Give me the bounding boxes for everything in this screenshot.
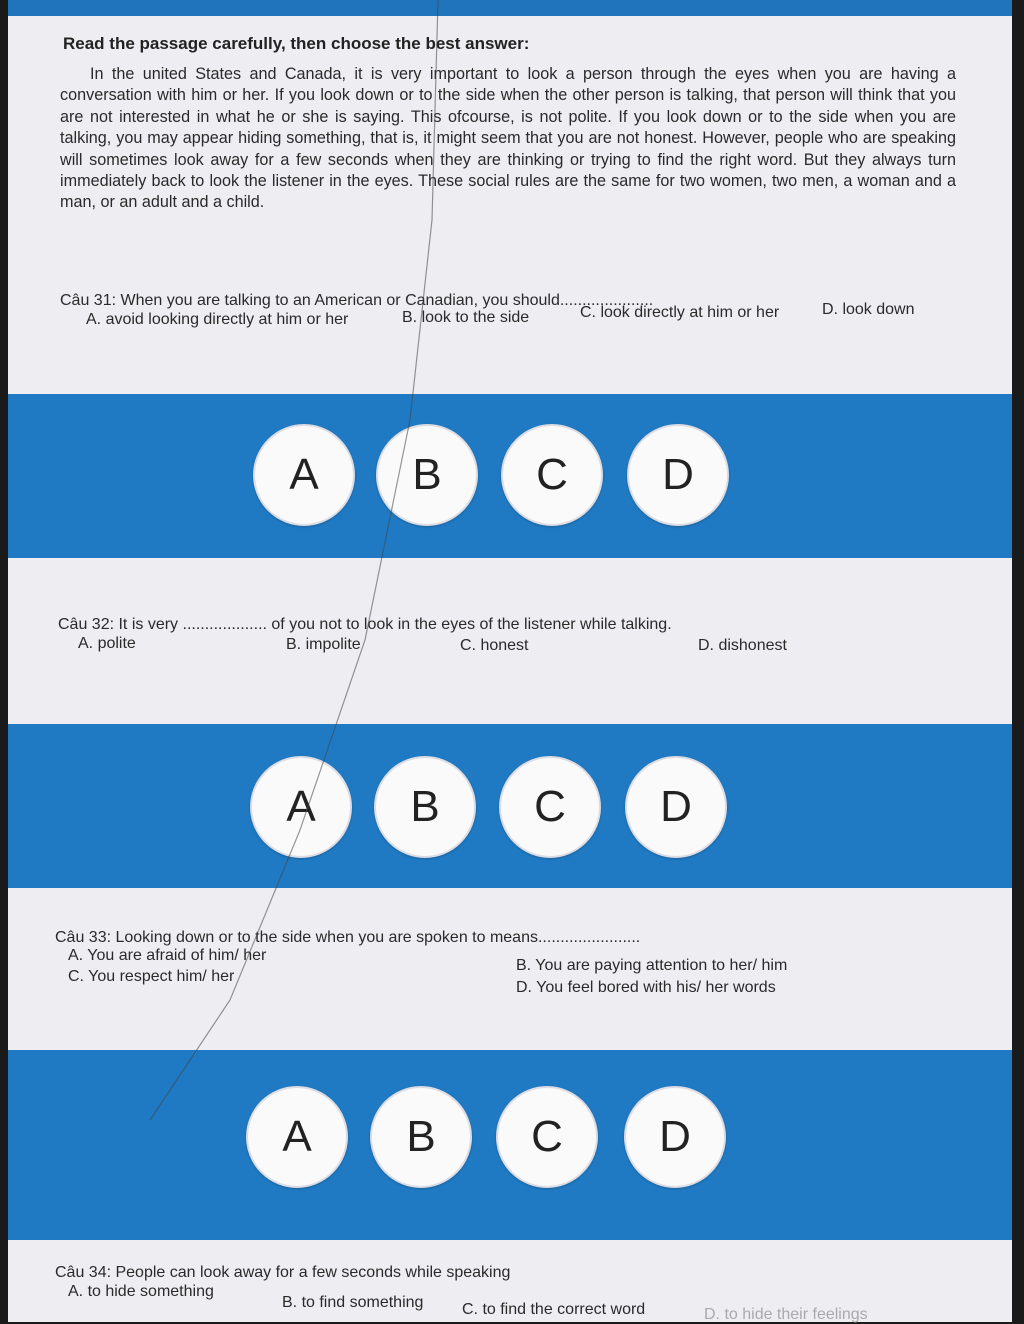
answer-button-b[interactable]: B: [376, 424, 478, 526]
question-32-option-a: A. polite: [78, 635, 136, 652]
question-32: [58, 614, 672, 635]
question-33-option-d: D. You feel bored with his/ her words: [516, 979, 776, 996]
answer-button-a[interactable]: A: [246, 1086, 348, 1188]
answer-band-31: [8, 394, 1012, 558]
question-32-stem: Câu 32: It is very ................... of you not to look in the eyes of the listener while talking.: [58, 616, 672, 633]
question-31-stem: Câu 31: When you are talking to an American or Canadian, you should.....................: [60, 292, 654, 309]
answer-button-d[interactable]: D: [627, 424, 729, 526]
passage-text: In the united States and Canada, it is very important to look a person through the eyes when you are having a conversation with him or her. If you look down or to the side when the other person is talking, that person will think that you are not interested in what he or she is saying. This ofcourse, is not polite. If you look down or to the side when you are talking, you may appear hiding something, that is, it might seem that you are not honest. However, people who are speaking will sometimes look away for a few seconds when they are thinking or trying to find the right word. But they always turn immediately back to look the listener in the eyes. These social rules are the same for two women, two men, a woman and a man, or an adult and a child.: [60, 65, 956, 212]
question-32-option-b: B. impolite: [286, 636, 361, 653]
answer-button-a[interactable]: A: [250, 756, 352, 858]
answer-button-c[interactable]: C: [501, 424, 603, 526]
passage-title: Read the passage carefully, then choose the best answer:: [63, 34, 530, 53]
question-34-option-a: A. to hide something: [68, 1283, 214, 1300]
question-31: [60, 290, 653, 311]
answer-button-d[interactable]: D: [625, 756, 727, 858]
question-31-option-a: A. avoid looking directly at him or her: [86, 311, 349, 328]
question-33-option-b: B. You are paying attention to her/ him: [516, 957, 788, 974]
answer-button-d[interactable]: D: [624, 1086, 726, 1188]
question-33-option-a: A. You are afraid of him/ her: [68, 947, 267, 964]
question-33-option-c: C. You respect him/ her: [68, 968, 235, 985]
answer-button-b[interactable]: B: [370, 1086, 472, 1188]
question-34-option-b: B. to find something: [282, 1294, 424, 1311]
answer-button-c[interactable]: C: [496, 1086, 598, 1188]
top-bar: [8, 0, 1012, 16]
answer-button-b[interactable]: B: [374, 756, 476, 858]
answer-band-32: [8, 724, 1012, 888]
answer-band-33: [8, 1050, 1012, 1240]
question-34-option-c: C. to find the correct word: [462, 1301, 646, 1318]
question-31-option-c: C. look directly at him or her: [580, 304, 780, 321]
question-34-option-d: D. to hide their feelings: [704, 1306, 868, 1323]
question-34: [55, 1262, 510, 1283]
question-31-option-d: D. look down: [822, 301, 915, 318]
answer-button-c[interactable]: C: [499, 756, 601, 858]
question-33-stem: Câu 33: Looking down or to the side when you are spoken to means.......................: [55, 929, 641, 946]
quiz-page: [8, 0, 1012, 1322]
question-32-option-c: C. honest: [460, 637, 529, 654]
question-32-option-d: D. dishonest: [698, 637, 787, 654]
question-33: [55, 927, 640, 948]
answer-button-a[interactable]: A: [253, 424, 355, 526]
question-31-option-b: B. look to the side: [402, 309, 530, 326]
question-34-stem: Câu 34: People can look away for a few seconds while speaking: [55, 1264, 511, 1281]
